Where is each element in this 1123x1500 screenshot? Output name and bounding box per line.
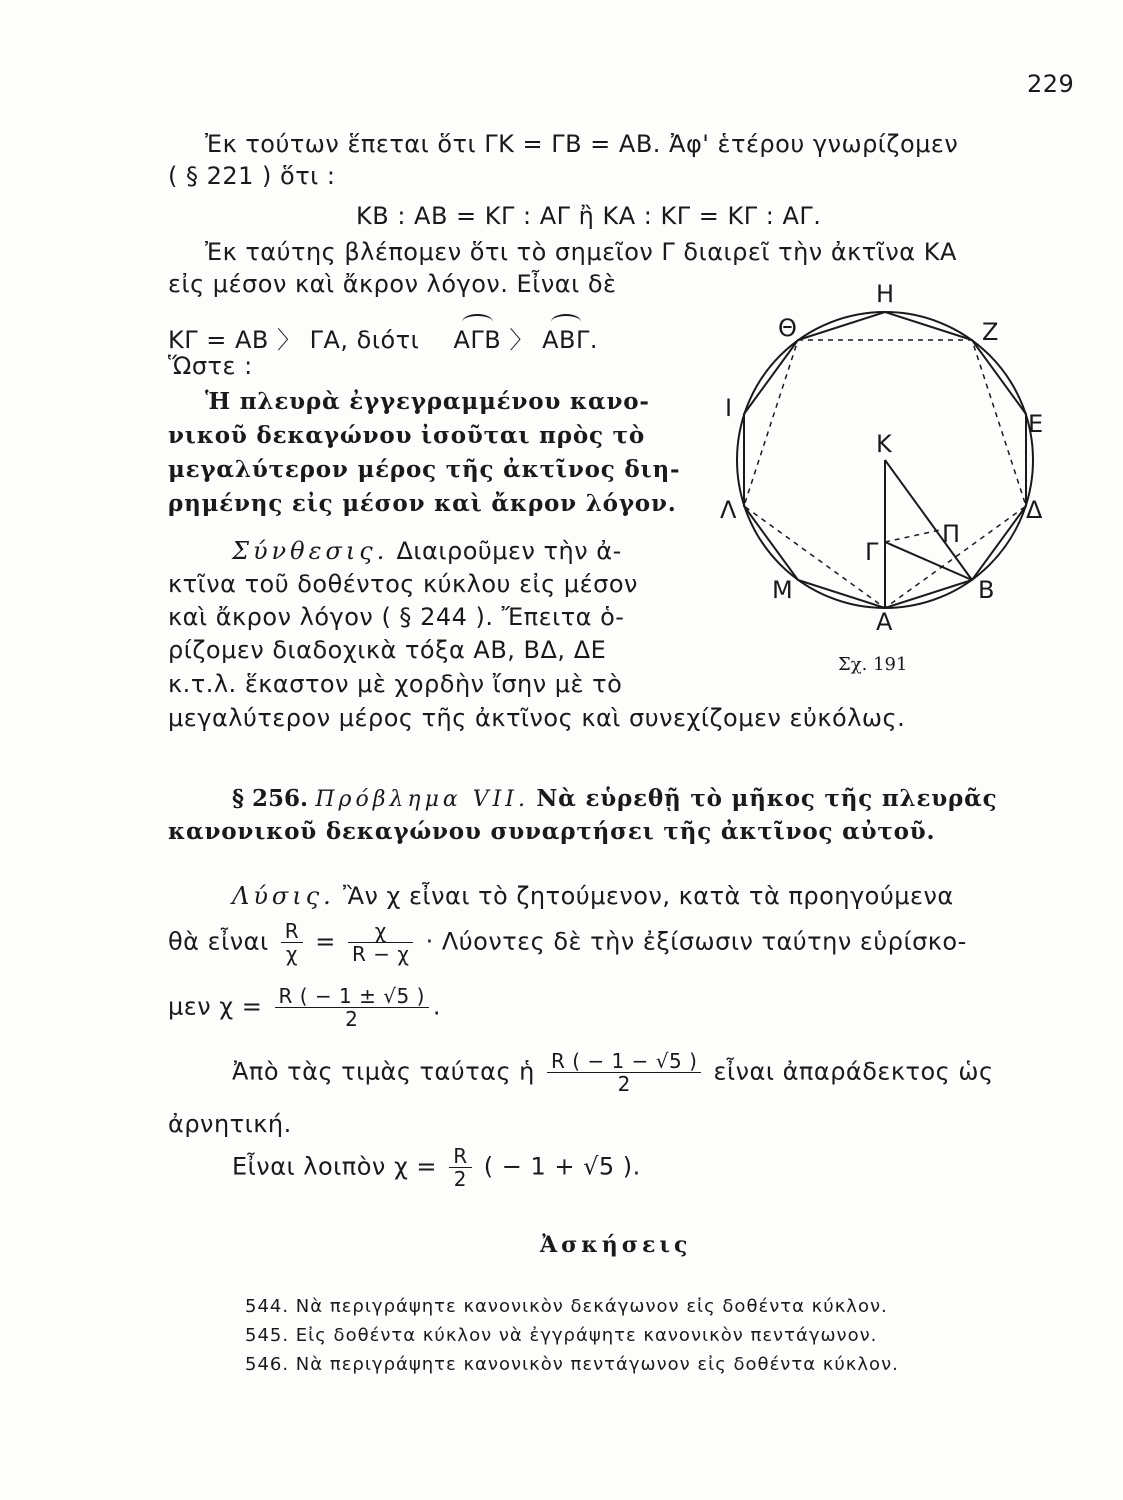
figure-caption: Σχ. 191 bbox=[838, 654, 908, 675]
numerator: R ( − 1 ± √5 ) bbox=[275, 985, 429, 1008]
problem-label: Πρόβλημα VII. bbox=[315, 787, 529, 812]
text-line: μεγαλύτερον μέρος τῆς ἀκτῖνος καὶ συνεχίζομεν εὐκόλως. bbox=[168, 704, 906, 732]
numerator: χ bbox=[348, 920, 413, 943]
section-title: Νὰ εὑρεθῇ τὸ μῆκος τῆς πλευρᾶς bbox=[536, 785, 998, 812]
equals: = bbox=[315, 927, 336, 956]
text-line: Ἐκ τούτων ἕπεται ὅτι ΓΚ = ΓΒ = ΑΒ. Ἀφ' ἑτέρου γνωρίζομεν bbox=[205, 130, 959, 158]
period: . bbox=[432, 992, 442, 1021]
equation-line bbox=[232, 1145, 641, 1190]
text: μεν χ = bbox=[168, 992, 263, 1021]
label-z: Ζ bbox=[982, 318, 999, 346]
exercise-item: 544. Νὰ περιγράψητε κανονικὸν δεκάγωνον εἰς δοθέντα κύκλον. bbox=[245, 1296, 888, 1317]
solution-label: Λύσις. bbox=[232, 882, 335, 910]
text-line: Ἐκ ταύτης βλέπομεν ὅτι τὸ σημεῖον Γ διαιρεῖ τὴν ἀκτῖνα ΚΑ bbox=[205, 238, 957, 266]
page-number: 229 bbox=[1027, 70, 1075, 98]
text-line: κτῖνα τοῦ δοθέντος κύκλου εἰς μέσον bbox=[168, 570, 638, 598]
equation-line bbox=[168, 985, 441, 1030]
text-line: κ.τ.λ. ἕκαστον μὲ χορδὴν ἴσην μὲ τὸ bbox=[168, 670, 623, 698]
numerator: R ( − 1 − √5 ) bbox=[547, 1050, 701, 1073]
theorem-line: νικοῦ δεκαγώνου ἰσοῦται πρὸς τὸ bbox=[168, 422, 646, 449]
denominator: R − χ bbox=[352, 942, 410, 966]
denominator: 2 bbox=[345, 1007, 359, 1031]
text: εἶναι ἀπαράδεκτος ὡς bbox=[713, 1057, 994, 1086]
fraction bbox=[348, 920, 413, 965]
exercises-heading: Ἀσκήσεις bbox=[540, 1232, 692, 1258]
text-line: εἰς μέσον καὶ ἄκρον λόγον. Εἶναι δὲ bbox=[168, 270, 617, 298]
label-h: Η bbox=[876, 280, 895, 308]
inequality-line bbox=[168, 320, 598, 355]
label-pi: Π bbox=[942, 520, 961, 548]
solution-text: Ἂν χ εἶναι τὸ ζητούμενον, κατὰ τὰ προηγούμενα bbox=[342, 882, 954, 910]
section-heading bbox=[232, 785, 997, 812]
text: · Λύοντες δὲ τὴν ἐξίσωσιν ταύτην εὑρίσκο- bbox=[425, 927, 967, 956]
greater-sign: 〉 bbox=[509, 326, 534, 354]
section-title-cont: κανονικοῦ δεκαγώνου συναρτήσει τῆς ἀκτῖνος αὐτοῦ. bbox=[168, 818, 936, 845]
label-theta: Θ bbox=[778, 314, 797, 342]
inequality-text: ΚΓ = ΑΒ 〉 ΓΑ, διότι bbox=[168, 326, 420, 354]
theorem-line: ρημένης εἰς μέσον καὶ ἄκρον λόγον. bbox=[168, 490, 677, 517]
arc-abg: ΑΒΓ bbox=[542, 326, 590, 354]
denominator: 2 bbox=[617, 1072, 631, 1096]
theorem-line: μεγαλύτερον μέρος τῆς ἀκτῖνος διη- bbox=[168, 456, 681, 483]
decagon-figure bbox=[710, 280, 1044, 700]
section-number: § 256. bbox=[232, 785, 309, 812]
label-lambda: Λ bbox=[720, 496, 737, 524]
text: Ἀπὸ τὰς τιμὰς ταύτας ἡ bbox=[232, 1057, 535, 1086]
dashed-gp bbox=[885, 530, 940, 542]
period: . bbox=[589, 326, 598, 354]
text: ( − 1 + √5 ). bbox=[483, 1152, 641, 1181]
text-line: ( § 221 ) ὅτι : bbox=[168, 162, 336, 190]
text-line bbox=[232, 537, 622, 565]
text-line: ρίζομεν διαδοχικὰ τόξα ΑΒ, ΒΔ, ΔΕ bbox=[168, 636, 607, 664]
denominator: 2 bbox=[453, 1167, 467, 1191]
label-k: Κ bbox=[876, 430, 892, 458]
label-delta: Δ bbox=[1026, 496, 1043, 524]
text-line: Ὥστε : bbox=[168, 352, 253, 380]
numerator: R bbox=[281, 920, 303, 943]
label-b: Β bbox=[978, 576, 995, 604]
equation-line bbox=[232, 1050, 994, 1095]
solution-line bbox=[232, 882, 954, 910]
fraction bbox=[547, 1050, 701, 1095]
arc-agb: ΑΓΒ bbox=[453, 326, 502, 354]
text-line: καὶ ἄκρον λόγον ( § 244 ). Ἔπειτα ὁ- bbox=[168, 603, 625, 631]
fraction bbox=[281, 920, 303, 965]
text: θὰ εἶναι bbox=[168, 927, 269, 956]
exercise-item: 545. Εἰς δοθέντα κύκλον νὰ ἐγγράψητε κανονικὸν πεντάγωνον. bbox=[245, 1325, 878, 1346]
equation-line bbox=[168, 920, 967, 965]
fraction bbox=[449, 1145, 471, 1190]
label-gamma: Γ bbox=[865, 538, 879, 566]
numerator: R bbox=[449, 1145, 471, 1168]
label-a: Α bbox=[876, 608, 893, 636]
theorem-line: Ἡ πλευρὰ ἐγγεγραμμένου κανο- bbox=[205, 388, 650, 415]
denominator: χ bbox=[285, 942, 298, 966]
synthesis-text: Διαιροῦμεν τὴν ἀ- bbox=[396, 537, 622, 565]
fraction bbox=[275, 985, 429, 1030]
equation-line: ΚΒ : ΑΒ = ΚΓ : ΑΓ ἢ ΚΑ : ΚΓ = ΚΓ : ΑΓ. bbox=[356, 202, 822, 230]
label-e: Ε bbox=[1028, 410, 1044, 438]
text-line: ἀρνητική. bbox=[168, 1110, 292, 1138]
label-m: Μ bbox=[772, 576, 793, 604]
synthesis-label: Σύνθεσις. bbox=[232, 537, 389, 565]
text: Εἶναι λοιπὸν χ = bbox=[232, 1152, 438, 1181]
exercise-item: 546. Νὰ περιγράψητε κανονικὸν πεντάγωνον εἰς δοθέντα κύκλον. bbox=[245, 1354, 899, 1375]
label-i: Ι bbox=[725, 394, 733, 422]
